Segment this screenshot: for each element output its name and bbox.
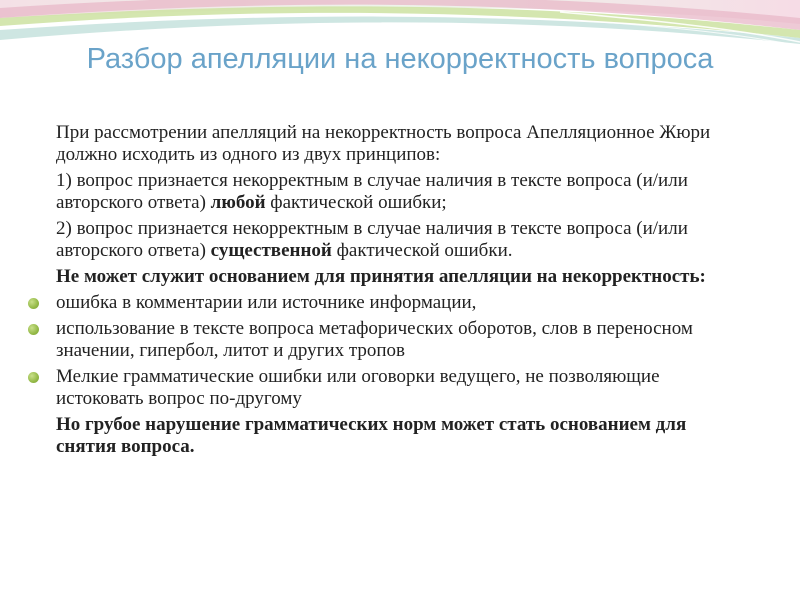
list-item bbox=[28, 318, 748, 362]
intro-paragraph bbox=[28, 122, 748, 166]
closing-text: Но грубое нарушение грамматических норм может стать основанием для снятия вопроса. bbox=[56, 414, 687, 457]
list-item bbox=[28, 366, 748, 410]
bullet-dot-icon bbox=[28, 372, 39, 383]
not-grounds-heading bbox=[28, 266, 748, 288]
bullet-text: использование в тексте вопроса метафорических оборотов, слов в переносном значении, гипербол, литот и других тропов bbox=[56, 318, 693, 361]
bullet-text: ошибка в комментарии или источнике информации, bbox=[56, 292, 477, 313]
bullet-dot-icon bbox=[28, 324, 39, 335]
principle-2-paragraph bbox=[28, 218, 748, 262]
list-item bbox=[28, 292, 748, 314]
principle-1-paragraph bbox=[28, 170, 748, 214]
principle-2-tail: фактической ошибки. bbox=[331, 240, 513, 261]
intro-text: При рассмотрении апелляций на некорректность вопроса Апелляционное Жюри должно исходить из одного из двух принципов: bbox=[56, 122, 711, 165]
principle-2-emphasis: существенной bbox=[210, 240, 332, 261]
slide-title: Разбор апелляции на некорректность вопроса bbox=[86, 43, 714, 75]
principle-1-tail: фактической ошибки; bbox=[265, 192, 447, 213]
principle-1-emphasis: любой bbox=[210, 192, 266, 213]
bullet-text: Мелкие грамматические ошибки или оговорки ведущего, не позволяющие истоковать вопрос по-другому bbox=[56, 366, 660, 409]
principle-1-text: 1) вопрос признается некорректным в случае наличия в тексте вопроса (и/или авторского ответа) bbox=[56, 170, 688, 213]
not-grounds-heading-text: Не может служит основанием для принятия апелляции на некорректность: bbox=[56, 266, 706, 287]
slide-body bbox=[28, 122, 748, 462]
principle-2-text: 2) вопрос признается некорректным в случае наличия в тексте вопроса (и/или авторского ответа) bbox=[56, 218, 688, 261]
bullet-dot-icon bbox=[28, 298, 39, 309]
closing-paragraph bbox=[28, 414, 748, 458]
